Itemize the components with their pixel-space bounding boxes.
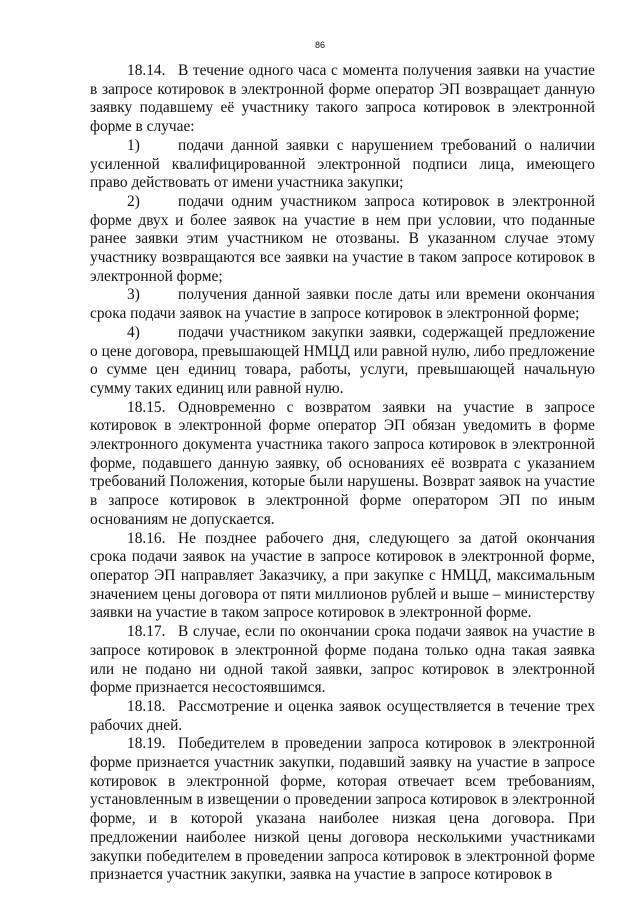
paragraph-18-15 [90,399,595,530]
paragraph-text: Одновременно с возвратом заявки на участие в запросе котировок в электронной форме оператор ЭП обязан уведомить в форме электронного документа участника такого запроса котировок в электронной форме, подавшего данную заявку, об основаниях её возврата с указанием требований Положения, которые были нарушены. Возврат заявок на участие в запросе котировок в электронной форме оператором ЭП по иным основаниям не допускается. [90,398,595,528]
paragraph-18-19 [90,735,595,885]
paragraph-number: 18.17. [127,623,166,641]
paragraph-number: 18.14. [127,62,166,79]
document-body [90,62,595,885]
paragraph-number: 18.15. [127,398,166,416]
list-item-3 [90,286,595,323]
paragraph-18-16 [90,530,595,624]
list-item-number: 2) [127,192,140,210]
paragraph-text: Не позднее рабочего дня, следующего за датой окончания срока подачи заявок на участие в запросе котировок в электронной форме, оператор ЭП направляет Заказчику, а при закупке с НМЦД, максимальным значением цены договора от пяти миллионов рублей и выше – министерству заявки на участие в таком запросе котировок в электронной форме. [90,529,595,622]
list-item-2 [90,193,595,287]
paragraph-number: 18.18. [127,697,166,715]
paragraph-18-17 [90,623,595,698]
list-item-1 [90,137,595,193]
paragraph-text: В случае, если по окончании срока подачи заявок на участие в запросе котировок в электронной форме подана только одна такая заявка или не подано ни одной такой заявки, запрос котировок в электронной форме признается несостоявшимся. [90,623,595,697]
list-item-number: 3) [127,286,140,304]
list-item-text: получения данной заявки после даты или времени окончания срока подачи заявок на участие в запросе котировок в электронной форме; [90,286,595,323]
list-item-number: 4) [127,323,140,341]
paragraph-18-14 [90,62,595,137]
list-item-4 [90,324,595,399]
paragraph-text: Рассмотрение и оценка заявок осуществляется в течение трех рабочих дней. [90,697,595,734]
paragraph-number: 18.19. [127,735,166,753]
paragraph-number: 18.16. [127,529,166,547]
list-item-number: 1) [127,136,140,154]
paragraph-text: В течение одного часа с момента получения заявки на участие в запросе котировок в электронной форме оператор ЭП возвращает данную заявку подавшему её участнику такого запроса котировок в электронной форме в случае: [90,62,595,136]
list-item-text: подачи данной заявки с нарушением требований о наличии усиленной квалифицированной электронной подписи лица, имеющего право действовать от имени участника закупки; [90,136,595,192]
page-number: 86 [314,40,325,50]
list-item-text: подачи одним участником запроса котировок в электронной форме двух и более заявок на участие в нем при условии, что поданные ранее заявки этим участником не отозваны. В указанном случае этому участнику возвращаются все заявки на участие в таком запросе котировок в электронной форме; [90,192,595,285]
paragraph-18-18 [90,698,595,735]
list-item-text: подачи участником закупки заявки, содержащей предложение о цене договора, превышающей НМЦД или равной нулю, либо предложение о сумме цен единиц товара, работы, услуги, превышающей начальную сумму таких единиц или равной нулю. [90,323,595,397]
paragraph-text: Победителем в проведении запроса котировок в электронной форме признается участник закупки, подавший заявку на участие в запросе котировок в электронной форме, которая отвечает всем требованиям, установленным в извещении о проведении запроса котировок в электронной форме, и в которой указана наиболее низкая цена договора. При предложении наиболее низкой цены договора несколькими участниками закупки победителем в проведении запроса котировок в электронной форме признается участник закупки, заявка на участие в запросе котировок в [90,735,595,884]
